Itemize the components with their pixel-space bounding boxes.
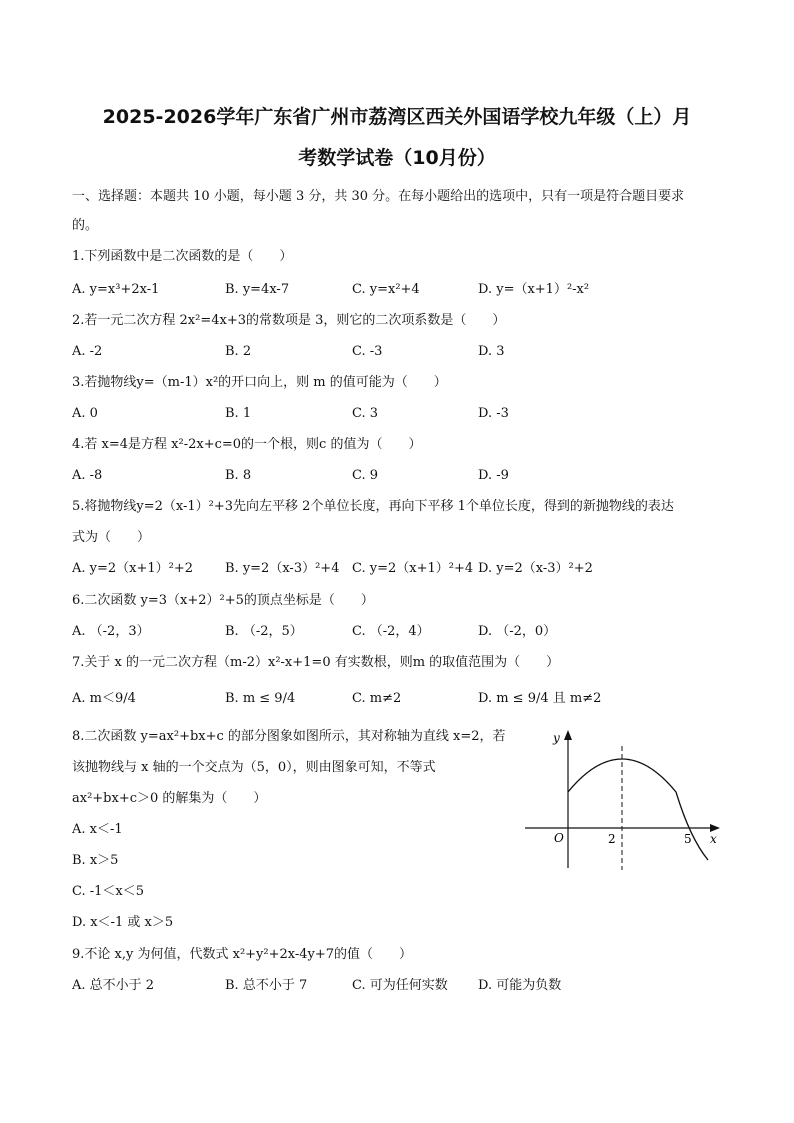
- q4-option-a[interactable]: A. -8: [72, 468, 103, 483]
- q4-option-b[interactable]: B. 8: [225, 468, 252, 483]
- q1-option-d[interactable]: D. y=（x+1）²-x²: [478, 282, 590, 297]
- q2-option-c[interactable]: C. -3: [352, 344, 383, 359]
- exam-title-line-1: 2025-2026学年广东省广州市荔湾区西关外国语学校九年级（上）月: [102, 106, 692, 128]
- q7-option-b[interactable]: B. m ≤ 9/4: [225, 691, 296, 706]
- graph-y-label: y: [553, 731, 560, 745]
- q9-option-d[interactable]: D. 可能为负数: [478, 978, 562, 993]
- q8-option-b[interactable]: B. x＞5: [72, 853, 119, 868]
- q9-option-c[interactable]: C. 可为任何实数: [352, 978, 448, 993]
- q2-option-d[interactable]: D. 3: [478, 344, 505, 359]
- question-2-stem: 2.若一元二次方程 2x²=4x+3的常数项是 3，则它的二次项系数是（ ）: [72, 313, 506, 328]
- q3-option-d[interactable]: D. -3: [478, 406, 509, 421]
- graph-tick-5-label: 5: [684, 832, 692, 846]
- q3-option-b[interactable]: B. 1: [225, 406, 252, 421]
- graph-y-arrow: [564, 730, 572, 740]
- question-8-stem-inequality: ax²+bx+c＞0 的解集为（ ）: [72, 791, 267, 806]
- q7-option-d[interactable]: D. m ≤ 9/4 且 m≠2: [478, 691, 602, 706]
- question-7-stem: 7.关于 x 的一元二次方程（m-2）x²-x+1=0 有实数根，则m 的取值范围为（ ）: [72, 655, 560, 670]
- graph-x-arrow: [710, 824, 720, 832]
- q1-option-c[interactable]: C. y=x²+4: [352, 282, 420, 297]
- q5-option-c[interactable]: C. y=2（x+1）²+4: [352, 561, 474, 576]
- q4-option-d[interactable]: D. -9: [478, 468, 509, 483]
- q3-option-c[interactable]: C. 3: [352, 406, 379, 421]
- q5-option-b[interactable]: B. y=2（x-3）²+4: [225, 561, 340, 576]
- question-9-stem: 9.不论 x,y 为何值，代数式 x²+y²+2x-4y+7的值（ ）: [72, 947, 413, 962]
- question-6-stem: 6.二次函数 y=3（x+2）²+5的顶点坐标是（ ）: [72, 593, 374, 608]
- question-4-stem: 4.若 x=4是方程 x²-2x+c=0的一个根，则c 的值为（ ）: [72, 437, 422, 452]
- q6-option-d[interactable]: D. （-2，0）: [478, 624, 557, 639]
- question-5-stem-continued: 式为（ ）: [72, 530, 151, 545]
- exam-title-line-2: 考数学试卷（10月份）: [298, 147, 496, 169]
- q5-option-d[interactable]: D. y=2（x-3）²+2: [478, 561, 593, 576]
- q8-option-d[interactable]: D. x＜-1 或 x＞5: [72, 915, 174, 930]
- question-1-stem: 1.下列函数中是二次函数的是（ ）: [72, 249, 293, 264]
- q9-option-a[interactable]: A. 总不小于 2: [72, 978, 155, 993]
- q4-option-c[interactable]: C. 9: [352, 468, 379, 483]
- q9-option-b[interactable]: B. 总不小于 7: [225, 978, 308, 993]
- parabola-graph: [520, 728, 725, 873]
- q6-option-c[interactable]: C. （-2，4）: [352, 624, 430, 639]
- section-instructions-line-1: 一、选择题：本题共 10 小题，每小题 3 分，共 30 分。在每小题给出的选项中，只有一项是符合题目要求: [72, 189, 685, 204]
- graph-origin-label: O: [554, 831, 564, 845]
- q8-option-c[interactable]: C. -1＜x＜5: [72, 884, 145, 899]
- question-8-stem-continued: 该抛物线与 x 轴的一个交点为（5，0），则由图象可知，不等式: [72, 760, 436, 775]
- graph-tick-2-label: 2: [608, 832, 616, 846]
- section-instructions-line-2: 的。: [72, 218, 99, 233]
- q7-option-a[interactable]: A. m＜9/4: [72, 691, 136, 706]
- q3-option-a[interactable]: A. 0: [72, 406, 98, 421]
- question-8-stem: 8.二次函数 y=ax²+bx+c 的部分图象如图所示，其对称轴为直线 x=2，若: [72, 729, 506, 744]
- q1-option-b[interactable]: B. y=4x-7: [225, 282, 290, 297]
- q2-option-b[interactable]: B. 2: [225, 344, 252, 359]
- question-5-stem: 5.将抛物线y=2（x-1）²+3先向左平移 2个单位长度，再向下平移 1个单位长度，得到的新抛物线的表达: [72, 499, 674, 514]
- q2-option-a[interactable]: A. -2: [72, 344, 103, 359]
- q8-option-a[interactable]: A. x＜-1: [72, 822, 123, 837]
- question-3-stem: 3.若抛物线y=（m-1）x²的开口向上，则 m 的值可能为（ ）: [72, 375, 447, 390]
- q6-option-b[interactable]: B. （-2，5）: [225, 624, 303, 639]
- graph-x-label: x: [710, 832, 717, 846]
- q6-option-a[interactable]: A. （-2，3）: [72, 624, 150, 639]
- q1-option-a[interactable]: A. y=x³+2x-1: [72, 282, 160, 297]
- q7-option-c[interactable]: C. m≠2: [352, 691, 402, 706]
- q5-option-a[interactable]: A. y=2（x+1）²+2: [72, 561, 194, 576]
